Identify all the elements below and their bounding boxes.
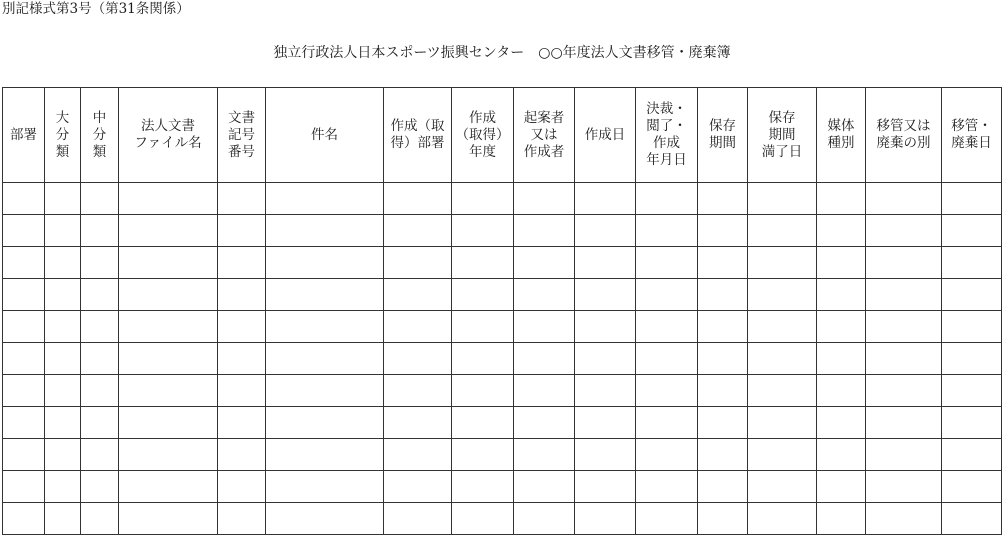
table-cell [942, 343, 1002, 375]
table-cell [218, 503, 266, 535]
table-cell [384, 503, 452, 535]
table-cell [817, 311, 866, 343]
table-cell [45, 247, 81, 279]
table-cell [384, 439, 452, 471]
table-cell [698, 375, 748, 407]
col-header-creating-department: 作成（取 得）部署 [384, 88, 452, 183]
table-cell [81, 183, 119, 215]
table-cell [575, 471, 636, 503]
table-cell [636, 503, 698, 535]
table-cell [452, 311, 514, 343]
table-row [3, 375, 1002, 407]
table-cell [3, 183, 45, 215]
table-cell [698, 183, 748, 215]
table-cell [45, 503, 81, 535]
table-cell [817, 247, 866, 279]
table-row [3, 183, 1002, 215]
table-cell [119, 439, 218, 471]
table-row [3, 343, 1002, 375]
table-cell [514, 375, 575, 407]
table-cell [384, 183, 452, 215]
table-cell [866, 215, 942, 247]
table-cell [384, 311, 452, 343]
table-cell [942, 503, 1002, 535]
table-cell [45, 375, 81, 407]
table-cell [866, 247, 942, 279]
table-cell [748, 343, 817, 375]
table-cell [45, 343, 81, 375]
col-header-document-number: 文書 記号 番号 [218, 88, 266, 183]
table-cell [942, 439, 1002, 471]
table-cell [942, 471, 1002, 503]
table-cell [266, 343, 384, 375]
table-cell [452, 471, 514, 503]
table-cell [748, 471, 817, 503]
table-cell [266, 471, 384, 503]
table-cell [942, 407, 1002, 439]
table-cell [218, 343, 266, 375]
table-cell [119, 375, 218, 407]
table-cell [45, 407, 81, 439]
table-cell [514, 343, 575, 375]
table-cell [866, 311, 942, 343]
table-cell [452, 375, 514, 407]
table-cell [514, 439, 575, 471]
table-cell [218, 375, 266, 407]
table-cell [817, 503, 866, 535]
table-cell [942, 247, 1002, 279]
table-cell [384, 215, 452, 247]
table-cell [3, 279, 45, 311]
table-cell [119, 279, 218, 311]
table-cell [575, 503, 636, 535]
table-cell [748, 311, 817, 343]
table-cell [636, 407, 698, 439]
table-cell [698, 311, 748, 343]
table-cell [218, 183, 266, 215]
table-cell [119, 503, 218, 535]
table-row [3, 279, 1002, 311]
table-cell [218, 279, 266, 311]
table-cell [81, 471, 119, 503]
col-header-transfer-or-disposal: 移管又は 廃棄の別 [866, 88, 942, 183]
table-cell [45, 183, 81, 215]
table-cell [748, 375, 817, 407]
table-cell [81, 279, 119, 311]
header-row [3, 88, 1002, 183]
table-cell [119, 471, 218, 503]
table-cell [698, 247, 748, 279]
table-cell [266, 407, 384, 439]
table-cell [3, 503, 45, 535]
col-header-creation-date: 作成日 [575, 88, 636, 183]
table-cell [266, 375, 384, 407]
table-cell [384, 407, 452, 439]
table-cell [748, 183, 817, 215]
table-cell [698, 407, 748, 439]
table-cell [866, 183, 942, 215]
table-cell [636, 375, 698, 407]
table-cell [817, 279, 866, 311]
table-cell [636, 439, 698, 471]
table-cell [384, 343, 452, 375]
table-cell [3, 471, 45, 503]
table-cell [942, 279, 1002, 311]
table-row [3, 503, 1002, 535]
table-cell [45, 279, 81, 311]
table-row [3, 439, 1002, 471]
transfer-disposal-register-table [2, 87, 1002, 535]
table-cell [514, 215, 575, 247]
table-cell [81, 407, 119, 439]
table-cell [266, 279, 384, 311]
col-header-major-category: 大 分 類 [45, 88, 81, 183]
table-cell [81, 215, 119, 247]
table-cell [575, 311, 636, 343]
table-cell [384, 471, 452, 503]
table-cell [636, 215, 698, 247]
table-cell [3, 215, 45, 247]
table-cell [514, 279, 575, 311]
table-cell [81, 247, 119, 279]
table-row [3, 311, 1002, 343]
col-header-retention-expiry: 保存 期間 満了日 [748, 88, 817, 183]
table-cell [636, 471, 698, 503]
table-cell [119, 247, 218, 279]
table-cell [942, 375, 1002, 407]
table-cell [698, 439, 748, 471]
col-header-creation-year: 作成 （取得） 年度 [452, 88, 514, 183]
table-row [3, 407, 1002, 439]
table-cell [866, 279, 942, 311]
table-cell [817, 439, 866, 471]
table-cell [119, 407, 218, 439]
table-cell [514, 311, 575, 343]
table-cell [866, 375, 942, 407]
table-cell [266, 183, 384, 215]
col-header-middle-category: 中 分 類 [81, 88, 119, 183]
table-cell [575, 247, 636, 279]
table-cell [45, 439, 81, 471]
table-cell [636, 311, 698, 343]
table-cell [3, 343, 45, 375]
table-cell [817, 343, 866, 375]
col-header-transfer-disposal-date: 移管・ 廃棄日 [942, 88, 1002, 183]
table-cell [452, 247, 514, 279]
table-cell [636, 343, 698, 375]
col-header-department: 部署 [3, 88, 45, 183]
col-header-media-type: 媒体 種別 [817, 88, 866, 183]
table-cell [866, 471, 942, 503]
table-cell [866, 407, 942, 439]
table-cell [748, 503, 817, 535]
table-cell [119, 215, 218, 247]
table-cell [942, 183, 1002, 215]
table-cell [514, 471, 575, 503]
table-cell [266, 439, 384, 471]
document-title: 独立行政法人日本スポーツ振興センター ○○年度法人文書移管・廃棄簿 [273, 45, 731, 61]
table-cell [866, 503, 942, 535]
table-cell [698, 215, 748, 247]
table-cell [384, 279, 452, 311]
table-cell [384, 247, 452, 279]
table-cell [119, 183, 218, 215]
table-cell [3, 311, 45, 343]
table-cell [575, 407, 636, 439]
table-cell [81, 311, 119, 343]
table-cell [636, 247, 698, 279]
table-cell [514, 503, 575, 535]
table-cell [817, 471, 866, 503]
table-cell [817, 215, 866, 247]
table-cell [452, 343, 514, 375]
table-cell [748, 439, 817, 471]
table-cell [636, 183, 698, 215]
table-cell [575, 343, 636, 375]
table-cell [817, 407, 866, 439]
table-cell [636, 279, 698, 311]
table-cell [119, 311, 218, 343]
table-cell [698, 279, 748, 311]
table-cell [575, 439, 636, 471]
table-cell [748, 215, 817, 247]
table-cell [817, 375, 866, 407]
table-cell [452, 407, 514, 439]
table-row [3, 247, 1002, 279]
table-cell [514, 183, 575, 215]
table-cell [575, 279, 636, 311]
table-cell [81, 439, 119, 471]
table-cell [514, 407, 575, 439]
table-cell [942, 215, 1002, 247]
register-body [3, 183, 1002, 535]
table-cell [266, 503, 384, 535]
table-cell [748, 279, 817, 311]
table-cell [3, 247, 45, 279]
table-cell [452, 503, 514, 535]
table-cell [452, 439, 514, 471]
col-header-approval-date: 決裁・ 閲了・ 作成 年月日 [636, 88, 698, 183]
table-cell [45, 471, 81, 503]
table-cell [266, 311, 384, 343]
table-cell [218, 215, 266, 247]
table-cell [218, 439, 266, 471]
table-cell [218, 471, 266, 503]
table-cell [3, 439, 45, 471]
col-header-file-name: 法人文書 ファイル名 [119, 88, 218, 183]
col-header-subject: 件名 [266, 88, 384, 183]
table-cell [748, 407, 817, 439]
table-cell [266, 247, 384, 279]
table-cell [866, 343, 942, 375]
table-cell [3, 407, 45, 439]
table-cell [45, 215, 81, 247]
table-cell [514, 247, 575, 279]
table-cell [866, 439, 942, 471]
table-cell [452, 215, 514, 247]
table-cell [218, 407, 266, 439]
table-cell [81, 375, 119, 407]
table-cell [942, 311, 1002, 343]
table-row [3, 471, 1002, 503]
table-cell [266, 215, 384, 247]
table-row [3, 215, 1002, 247]
form-reference-note: 別記様式第3号（第31条関係） [2, 1, 190, 17]
table-cell [119, 343, 218, 375]
table-cell [384, 375, 452, 407]
table-cell [81, 343, 119, 375]
table-cell [218, 247, 266, 279]
table-cell [817, 183, 866, 215]
table-cell [698, 343, 748, 375]
table-cell [575, 183, 636, 215]
table-cell [3, 375, 45, 407]
table-cell [575, 375, 636, 407]
table-cell [698, 503, 748, 535]
table-cell [452, 279, 514, 311]
col-header-retention-period: 保存 期間 [698, 88, 748, 183]
table-cell [575, 215, 636, 247]
table-cell [698, 471, 748, 503]
col-header-drafter: 起案者 又は 作成者 [514, 88, 575, 183]
table-cell [452, 183, 514, 215]
table-cell [81, 503, 119, 535]
table-cell [748, 247, 817, 279]
table-cell [45, 311, 81, 343]
table-cell [218, 311, 266, 343]
